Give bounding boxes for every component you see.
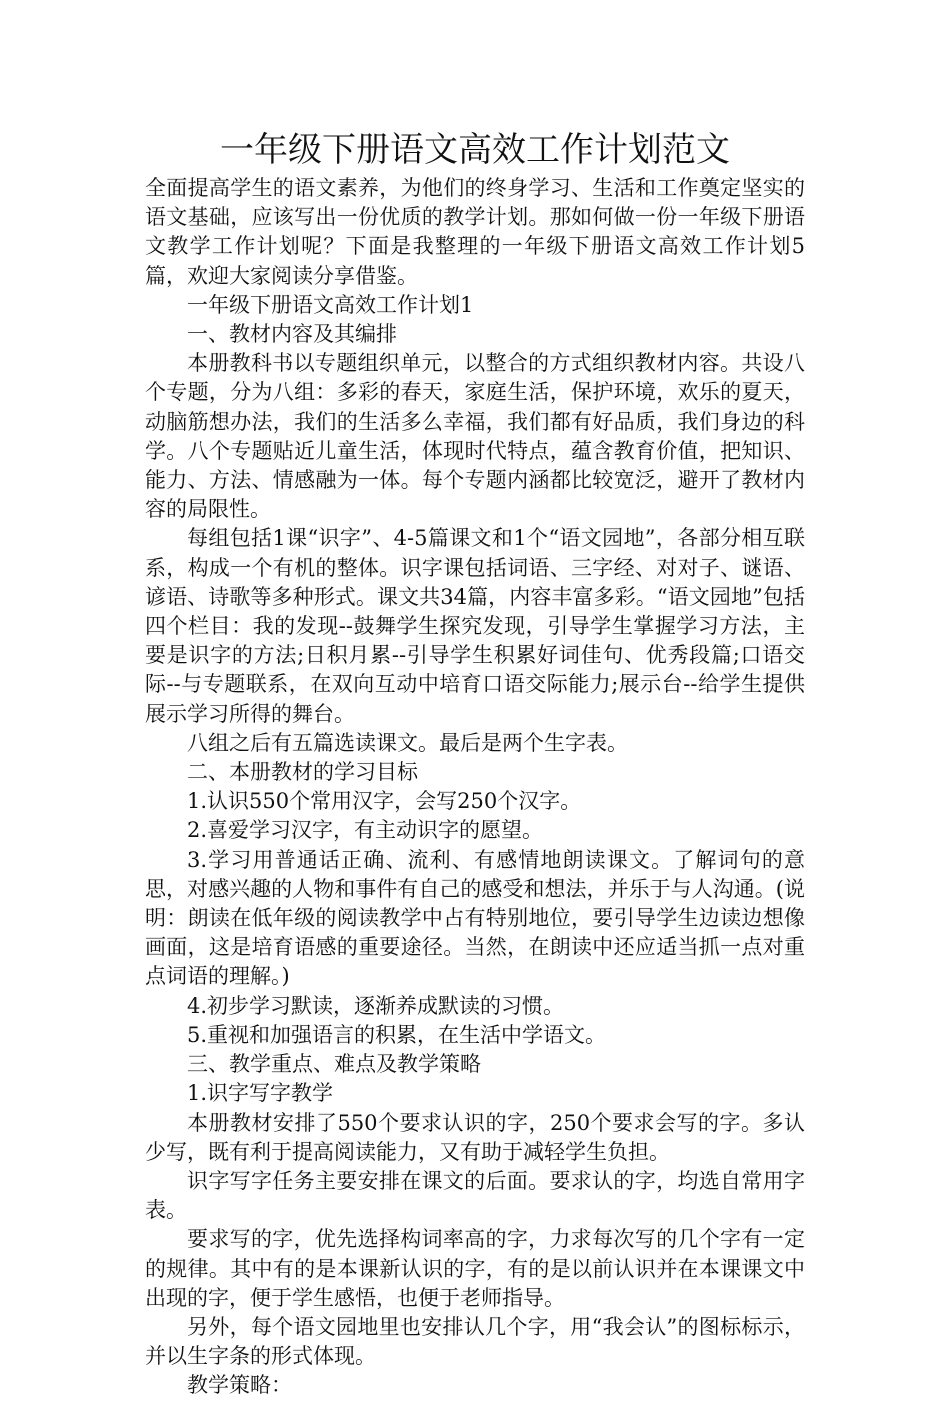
paragraph: 三、教学重点、难点及教学策略 bbox=[187, 1052, 481, 1077]
paragraph: 每组包括1课“识字”、4-5篇课文和1个“语文园地”，各部分相互联系，构成一个有机的整体。识字课包括词语、三字经、对对子、谜语、谚语、诗歌等多种形式。课文共34篇，内容丰富多彩。“语文园地”包括四个栏目：我的发现--鼓舞学生探究发现，引导学生掌握学习方法，主要是识字的方法;日积月累--引导学生积累好词佳句、优秀段篇;口语交际--与专题联系，在双向互动中培育口语交际能力;展示台--给学生提供展示学习所得的舞台。 bbox=[145, 526, 805, 726]
paragraph: 八组之后有五篇选读课文。最后是两个生字表。 bbox=[187, 730, 628, 755]
paragraph: 5.重视和加强语言的积累，在生活中学语文。 bbox=[187, 1022, 607, 1047]
document-title: 一年级下册语文高效工作计划范文 bbox=[220, 130, 730, 170]
paragraph: 要求写的字，优先选择构词率高的字，力求每次写的几个字有一定的规律。其中有的是本课新认识的字，有的是以前认识并在本课课文中出现的字，便于学生感悟，也便于老师指导。 bbox=[145, 1227, 805, 1310]
document-page bbox=[145, 128, 805, 1401]
paragraph: 3.学习用普通话正确、流利、有感情地朗读课文。了解词句的意思，对感兴趣的人物和事件有自己的感受和想法，并乐于与人沟通。(说明：朗读在低年级的阅读教学中占有特别地位，要引导学生边读边想像画面，这是培育语感的重要途径。当然，在朗读中还应适当抓一点对重点词语的理解。) bbox=[145, 847, 805, 989]
paragraph: 二、本册教材的学习目标 bbox=[187, 760, 418, 785]
paragraph: 本册教科书以专题组织单元，以整合的方式组织教材内容。共设八个专题，分为八组：多彩的春天，家庭生活，保护环境，欢乐的夏天，动脑筋想办法，我们的生活多么幸福，我们都有好品质，我们身边的科学。八个专题贴近儿童生活，体现时代特点，蕴含教育价值，把知识、能力、方法、情感融为一体。每个专题内涵都比较宽泛，避开了教材内容的局限性。 bbox=[145, 351, 805, 522]
paragraph: 另外，每个语文园地里也安排认几个字，用“我会认”的图标标示，并以生字条的形式体现。 bbox=[145, 1314, 805, 1369]
paragraph: 识字写字任务主要安排在课文的后面。要求认的字，均选自常用字表。 bbox=[145, 1168, 805, 1223]
paragraph: 2.喜爱学习汉字，有主动识字的愿望。 bbox=[187, 818, 544, 843]
paragraph: 1.识字写字教学 bbox=[187, 1081, 334, 1106]
paragraph: 4.初步学习默读，逐渐养成默读的习惯。 bbox=[187, 993, 565, 1018]
paragraph: 教学策略： bbox=[187, 1373, 292, 1398]
paragraph: 1.认识550个常用汉字，会写250个汉字。 bbox=[187, 789, 582, 814]
paragraph: 全面提高学生的语文素养，为他们的终身学习、生活和工作奠定坚实的语文基础，应该写出一份优质的教学计划。那如何做一份一年级下册语文教学工作计划呢？下面是我整理的一年级下册语文高效工作计划5篇，欢迎大家阅读分享借鉴。 bbox=[145, 176, 805, 288]
document-body bbox=[145, 174, 805, 1401]
paragraph: 本册教材安排了550个要求认识的字，250个要求会写的字。多认少写，既有利于提高阅读能力，又有助于减轻学生负担。 bbox=[145, 1110, 805, 1164]
paragraph: 一年级下册语文高效工作计划1 bbox=[187, 292, 474, 317]
paragraph: 一、教材内容及其编排 bbox=[187, 322, 397, 347]
